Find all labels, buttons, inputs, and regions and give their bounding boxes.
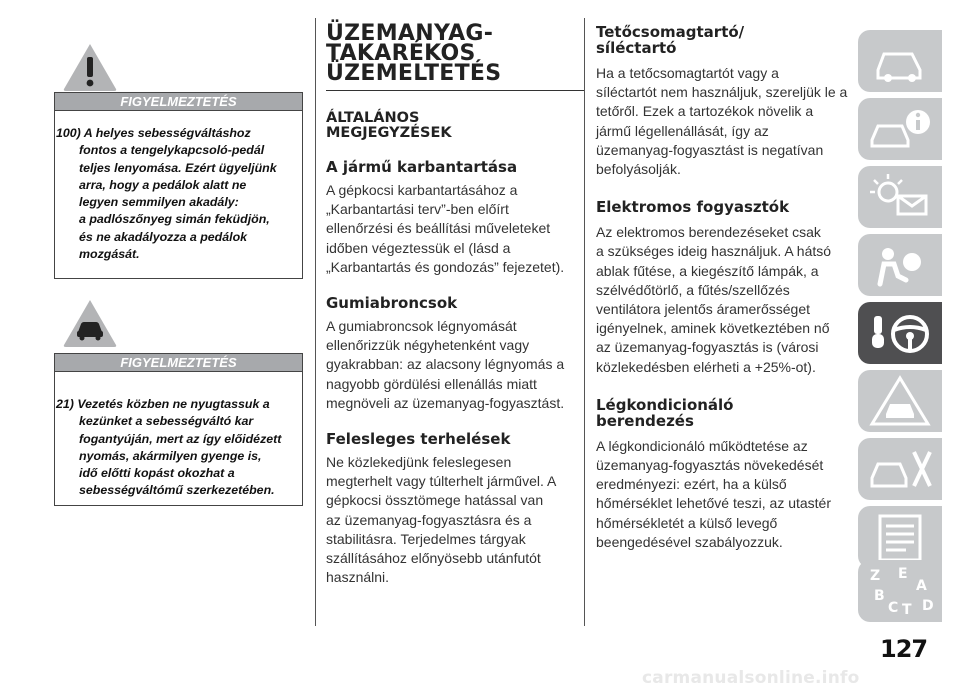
section-text: A légkondicionáló működtetése az üzemanyag-fogyasztás növekedését eredményezi: ezért, ha a külső hőmérséklet lehetővé teszi, az utastér hőmérsékletét a külső levegő beengedésével szabályozzuk. bbox=[596, 437, 832, 550]
section-text: A gépkocsi karbantartásához a „Karbantartási terv”-ben előírt ellenőrzési és beállítási műveleteket időben végeztessük el (lásd a „Karbantartás és gondozás” fejezetet). bbox=[326, 182, 565, 275]
subtitle: ÁLTALÁNOS MEGJEGYZÉSEK bbox=[326, 110, 452, 141]
section-text: A gumiabroncsok légnyomását ellenőrizzük négyhetenként vagy gyakrabban: az alacsony légnyomás a nagyobb gördülési ellenállás miatt megnöveli az üzemanyag-fogyasztást. bbox=[326, 318, 565, 411]
warning-body bbox=[54, 111, 303, 279]
index-letter: D bbox=[922, 598, 934, 614]
section-heading: Tetőcsomagtartó/ síléctartó bbox=[596, 23, 745, 57]
index-letter: B bbox=[874, 588, 885, 604]
airbag-safety-icon bbox=[858, 234, 942, 296]
tab-info[interactable] bbox=[858, 98, 942, 160]
car-info-icon bbox=[858, 98, 942, 160]
car-dashboard-icon bbox=[858, 30, 942, 92]
tab-dashboard[interactable] bbox=[858, 30, 942, 92]
warning-title: FIGYELMEZTETÉS bbox=[54, 92, 303, 111]
index-letter: Z bbox=[870, 568, 881, 584]
tab-technical-data[interactable] bbox=[858, 506, 942, 568]
technical-data-icon bbox=[858, 506, 942, 568]
warning-body bbox=[54, 372, 303, 506]
car-emergency-icon bbox=[858, 370, 942, 432]
tab-maintenance[interactable] bbox=[858, 438, 942, 500]
section-text: Ne közlekedjünk feleslegesen megterhelt vagy túlterhelt járművel. A gépkocsi össztömege hatással van az üzemanyag-fogyasztásra és a stabilitásra. Terjedelmes tárgyak szállításához előnyösebb utánfutót használni. bbox=[326, 454, 557, 586]
section-heading: Légkondicionáló berendezés bbox=[596, 395, 734, 430]
warning-item: 21) Vezetés közben ne nyugtassuk a kezünket a sebességváltó kar fogantyúján, mert az így előidézett nyomás, akármilyen gyenge is, idő előtti kopást okozhat a sebességváltómű szerkezetében. bbox=[56, 397, 282, 498]
index-letter: A bbox=[916, 578, 927, 594]
index-letter: T bbox=[902, 602, 912, 618]
middle-column bbox=[326, 21, 578, 587]
section-heading: Felesleges terhelések bbox=[326, 430, 511, 449]
section-text: Ha a tetőcsomagtartót vagy a síléctartót nem használjuk, szereljük le a tetőről. Ezek a tartozékok növelik a jármű légellenállását, így az üzemanyag-fogyasztást is negatívan befolyásolják. bbox=[596, 65, 848, 178]
tab-warning-lights[interactable] bbox=[858, 166, 942, 228]
warning-title: FIGYELMEZTETÉS bbox=[54, 353, 303, 372]
warning-item: 100) A helyes sebességváltáshoz fontos a tengelykapcsoló-pedál teljes lenyomása. Ezért ügyeljünk arra, hogy a pedálok alatt ne legyen semmilyen akadály: a padlószőnyeg simán feküdjön, és ne akadályozza a pedálok mozgását. bbox=[56, 126, 277, 262]
section-heading: A jármű karbantartása bbox=[326, 158, 518, 176]
title-rule bbox=[326, 90, 584, 91]
alphabetical-index-icon bbox=[858, 560, 942, 622]
section-heading: Elektromos fogyasztók bbox=[596, 198, 790, 217]
tab-index[interactable] bbox=[858, 560, 942, 622]
tab-safety[interactable] bbox=[858, 234, 942, 296]
index-letter: C bbox=[888, 600, 899, 616]
section-heading: Gumiabroncsok bbox=[326, 294, 458, 313]
main-title: ÜZEMANYAG- TAKARÉKOS ÜZEMELTETÉS bbox=[326, 21, 502, 86]
car-skid-warning-icon bbox=[62, 298, 118, 348]
column-divider bbox=[584, 18, 585, 626]
right-column bbox=[596, 24, 851, 552]
tab-starting-driving[interactable] bbox=[858, 302, 942, 364]
column-divider bbox=[315, 18, 316, 626]
steering-wheel-key-icon bbox=[858, 302, 942, 364]
tab-emergency[interactable] bbox=[858, 370, 942, 432]
page-number: 127 bbox=[880, 635, 928, 663]
maintenance-tools-icon bbox=[858, 438, 942, 500]
warning-lights-icon bbox=[858, 166, 942, 228]
section-text: Az elektromos berendezéseket csak a szükséges ideig használjuk. A hátsó ablak fűtése, a kiegészítő lámpák, a szélvédőtörlő, a fűtés/szellőzés ventilátora jelentős áramerősséget igényelnek, aminek következtében nő az üzemanyag-fogyasztás is (városi közlekedésben elérheti a +25%-ot). bbox=[596, 224, 832, 375]
warning-triangle-icon bbox=[62, 42, 118, 92]
watermark: carmanualsonline.info bbox=[642, 668, 860, 688]
index-letter: E bbox=[898, 566, 908, 582]
